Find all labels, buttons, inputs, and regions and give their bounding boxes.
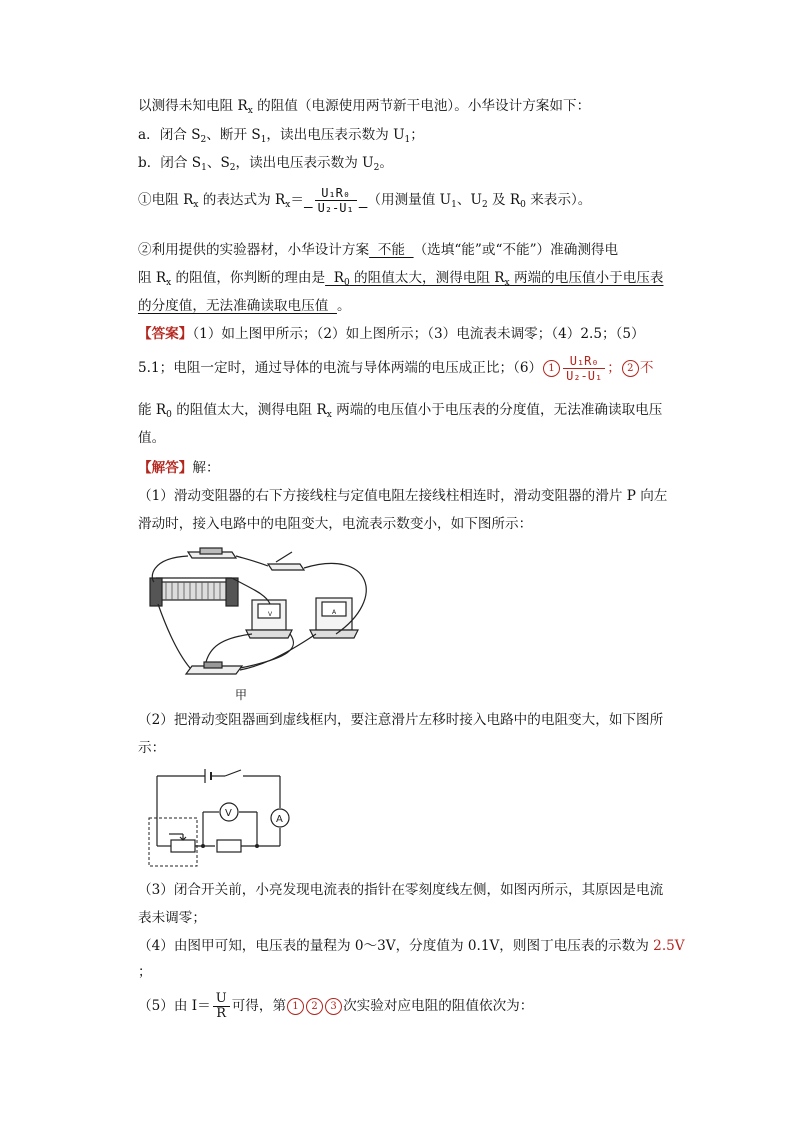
text-line-7: 的分度值，无法准确读取电压值 。	[138, 298, 351, 314]
voltmeter-label: V	[268, 611, 273, 618]
solution-line-1a: （1）滑动变阻器的右下方接线柱与定值电阻左接线柱相连时，滑动变阻器的滑片 P 向左	[138, 488, 668, 504]
solution-line-3a: （3）闭合开关前，小亮发现电流表的指针在零刻度线左侧，如图丙所示，其原因是电流	[138, 882, 664, 898]
solution-line-2b: 示：	[138, 740, 166, 756]
text-line-6: 阻 $R_x$ 的阻值，你判断的理由是 $R_0$ 的阻值太大，测得电阻 $R_x$ 两端的电压值小于电压表	[138, 270, 664, 288]
text-line-2: a．闭合 $S_2$、断开 $S_1$，读出电压表示数为 $U_1$；	[138, 127, 424, 145]
answer-line-4: 值。	[138, 430, 166, 446]
text-line-1: 以测得未知电阻 $R_x$ 的阻值（电源使用两节新干电池）。小华设计方案如下：	[138, 98, 591, 116]
solution-line-5: （5）由 I＝ $\frac{U}{R}$ 可得，第 1 2 3 次实验对应电阻的阻值依次为：	[138, 991, 534, 1021]
circuit-schematic	[145, 766, 295, 870]
answer-line-2: 5.1；电阻一定时，通过导体的电流与导体两端的电压成正比；（6） 1 $\frac{\text{U₁R₀}}{\text{U₂-U₁}}$ ； 2 不	[138, 354, 654, 383]
text-line-3: b．闭合 $S_1$、$S_2$，读出电压表示数为 $U_2$。	[138, 155, 393, 173]
answer-line-3: 能 $R_0$ 的阻值太大，测得电阻 $R_x$ 两端的电压值小于电压表的分度值，无法准确读取电压	[138, 402, 663, 420]
solution-heading: 【解答】解：	[138, 460, 220, 476]
solution-line-4b: ；	[138, 964, 152, 980]
answer-line-1: 【答案】（1）如上图甲所示；（2）如上图所示；（3）电流表未调零；（4）2.5；（5）	[138, 326, 645, 342]
solution-line-1b: 滑动时，接入电路中的电阻变大，电流表示数变小，如下图所示：	[138, 516, 533, 532]
text-line-5: ②利用提供的实验器材，小华设计方案 不能 （选填“能”或“不能”）准确测得电	[138, 242, 619, 258]
schematic-voltmeter-label: V	[225, 808, 232, 819]
solution-line-2a: （2）把滑动变阻器画到虚线框内，要注意滑片左移时接入电路中的电阻变大，如下图所	[138, 712, 664, 728]
figure-caption-jia: 甲	[235, 688, 248, 702]
schematic-ammeter-label: A	[276, 814, 283, 825]
rx-fraction: $\frac{\text{U₁R₀}}{\text{U₂-U₁}}$	[315, 186, 357, 215]
circuit-photo-figure	[140, 538, 390, 680]
solution-line-4a: （4）由图甲可知，电压表的量程为 0～3V，分度值为 0.1V，则图丁电压表的示数为 2.5V	[138, 938, 685, 954]
text-line-4-formula: ①电阻 $R_x$ 的表达式为 $R_x=$ $\frac{\text{U₁R₀}}{\text{U₂-U₁}}$ （用测量值 $U_1$、$U_2$ 及 $R_0$ 来表示）。	[138, 186, 592, 215]
ammeter-label: A	[332, 609, 337, 616]
solution-line-3b: 表未调零；	[138, 910, 206, 926]
